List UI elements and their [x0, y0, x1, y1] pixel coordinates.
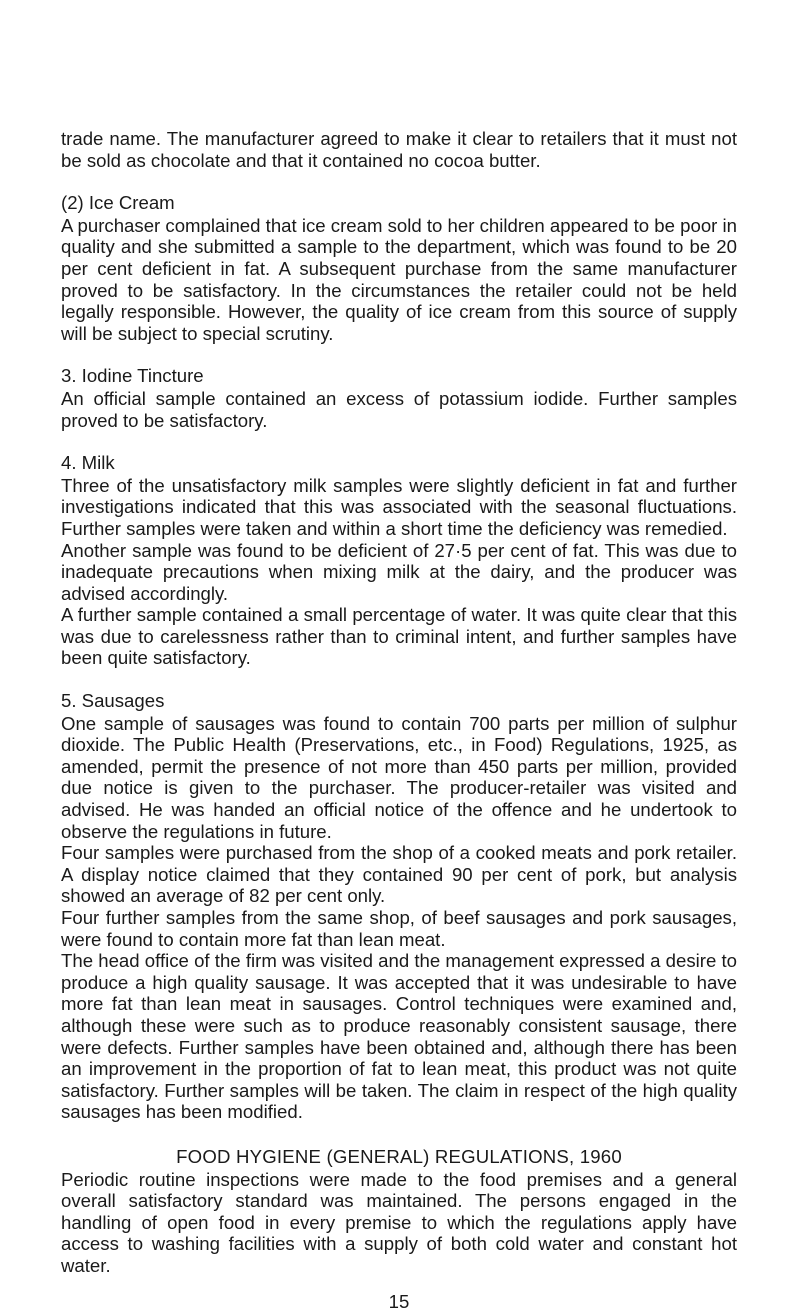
paragraph: Another sample was found to be deficient of 27·5 per cent of fat. This was due to inadequate precautions when mixing milk at the dairy, and the producer was advised accordingly. [61, 539, 737, 604]
paragraph: Three of the unsatisfactory milk samples were slightly deficient in fat and further investigations indicated that this was associated with the seasonal fluctuations. Further samples were taken and within a short time the deficiency was remedied. [61, 474, 737, 539]
paragraph: A purchaser complained that ice cream sold to her children appeared to be poor in quality and she submitted a sample to the department, which was found to be 20 per cent deficient in fat. A subsequent purchase from the same manufacturer proved to be satisfactory. In the circumstances the retailer could not be held legally responsible. However, the quality of ice cream from this source of supply will be subject to special scrutiny. [61, 214, 737, 344]
paragraph: Periodic routine inspections were made to the food premises and a general overall satisfactory standard was maintained. The persons engaged in the handling of open food in every premise to which the regulations apply have access to washing facilities with a supply of both cold water and constant hot water. [61, 1168, 737, 1276]
section-heading: 3. Iodine Tincture [61, 365, 204, 387]
section-sausages [61, 690, 737, 1123]
section-food-hygiene-regulations [61, 1146, 737, 1277]
paragraph: Four further samples from the same shop, of beef sausages and pork sausages, were found to contain more fat than lean meat. [61, 907, 737, 950]
paragraph: Four samples were purchased from the shop of a cooked meats and pork retailer. A display notice claimed that they contained 90 per cent of pork, but analysis showed an average of 82 per cent only. [61, 842, 737, 907]
document-page [61, 128, 737, 1312]
paragraph: An official sample contained an excess of potassium iodide. Further samples proved to be satisfactory. [61, 387, 737, 431]
section-iodine-tincture [61, 365, 737, 431]
section-heading: 5. Sausages [61, 690, 165, 712]
paragraph: One sample of sausages was found to contain 700 parts per million of sulphur dioxide. The Public Health (Preservations, etc., in Food) Regulations, 1925, as amended, permit the presence of not more than 450 parts per million, provided due notice is given to the purchaser. The producer-retailer was visited and advised. He was handed an official notice of the offence and he undertook to observe the regulations in future. [61, 712, 737, 842]
paragraph: The head office of the firm was visited and the management expressed a desire to produce a high quality sausage. It was accepted that it was undesirable to have more fat than lean meat in sausages. Control techniques were examined and, although these were such as to produce reasonably consistent sausage, there were defects. Further samples have been obtained and, although there has been an improvement in the proportion of fat to lean meat, this product was not quite satisfactory. Further samples will be taken. The claim in respect of the high quality sausages has been modified. [61, 950, 737, 1123]
intro-paragraph: trade name. The manufacturer agreed to make it clear to retailers that it must not be sold as chocolate and that it contained no cocoa butter. [61, 128, 737, 171]
regulations-title: FOOD HYGIENE (GENERAL) REGULATIONS, 1960 [176, 1145, 622, 1167]
section-milk [61, 452, 737, 669]
section-ice-cream [61, 192, 737, 344]
page-number: 15 [388, 1290, 410, 1312]
paragraph: A further sample contained a small percentage of water. It was quite clear that this was due to carelessness rather than to criminal intent, and further samples have been quite satisfactory. [61, 604, 737, 669]
section-heading: 4. Milk [61, 452, 115, 474]
section-heading: (2) Ice Cream [61, 192, 175, 214]
